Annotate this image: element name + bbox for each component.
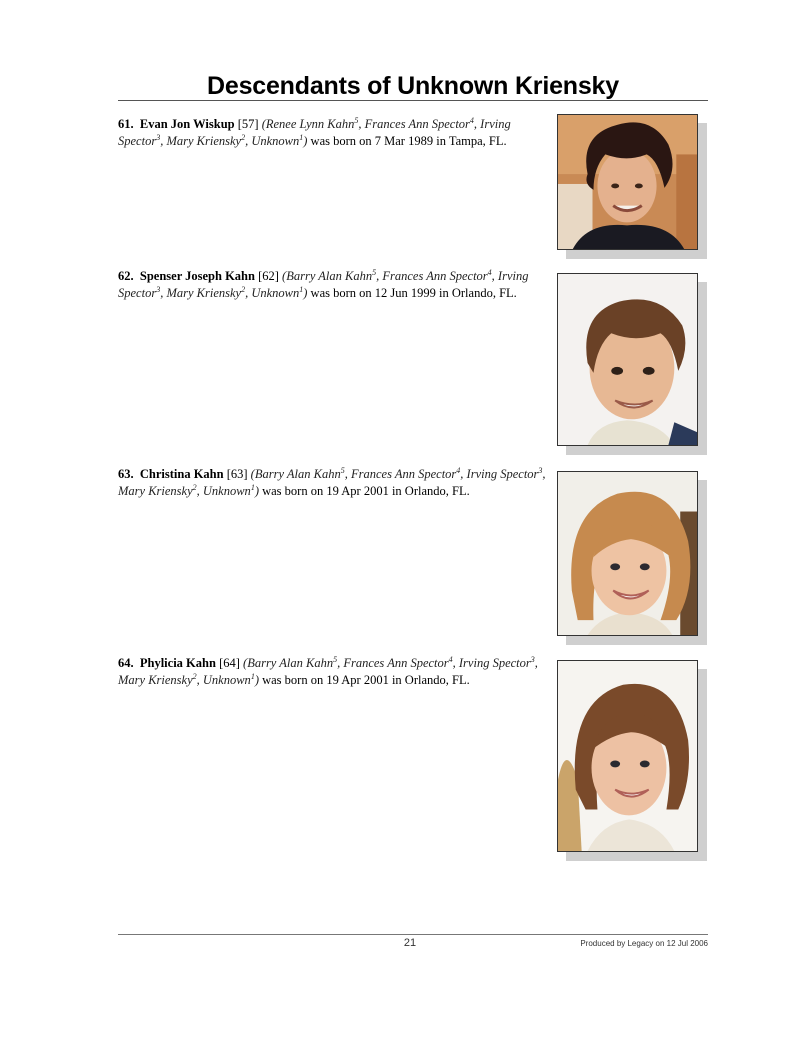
person-ref: [62]: [258, 269, 279, 283]
person-ref: [63]: [226, 467, 248, 481]
photo-spenser: [557, 273, 698, 446]
lineage: (Barry Alan Kahn$^5$, Frances Ann Spector$^4$, Irving Spector$^3$, Mary Kriensky$^2$, Unknown$^1$): [118, 654, 538, 687]
birth-info: was born on 12 Jun 1999 in Orlando, FL.: [310, 285, 517, 300]
entry-number: 63.: [118, 467, 134, 481]
entry-number: 62.: [118, 269, 134, 283]
birth-info: was born on 19 Apr 2001 in Orlando, FL.: [262, 672, 470, 687]
person-name: Evan Jon Wiskup: [139, 117, 235, 131]
photo-phylicia: [557, 660, 698, 852]
person-ref: [57]: [237, 117, 259, 131]
birth-info: was born on 7 Mar 1989 in Tampa, FL.: [310, 133, 507, 148]
birth-info: was born on 19 Apr 2001 in Orlando, FL.: [262, 483, 470, 498]
portrait-image: [557, 114, 698, 250]
portrait-image: [557, 273, 698, 446]
lineage: (Barry Alan Kahn$^5$, Frances Ann Spector$^4$, Irving Spector$^3$, Mary Kriensky$^2$, Unknown$^1$): [118, 465, 546, 498]
page-number: 21: [403, 937, 417, 949]
footer-divider: [118, 934, 708, 935]
entry-61: [118, 116, 548, 149]
title-divider: [118, 100, 708, 101]
person-ref: [64]: [219, 656, 240, 670]
entry-64: [118, 655, 548, 688]
page-title: Descendants of Unknown Kriensky: [207, 72, 619, 100]
person-name: Spenser Joseph Kahn: [139, 269, 255, 283]
portrait-image: [557, 660, 698, 852]
entry-number: 61.: [118, 117, 134, 131]
portrait-image: [557, 471, 698, 636]
producer-note: Produced by Legacy on 12 Jul 2006: [580, 939, 708, 948]
lineage: (Barry Alan Kahn$^5$, Frances Ann Spector$^4$, Irving Spector$^3$, Mary Kriensky$^2$, Unknown$^1$): [118, 267, 529, 300]
photo-evan: [557, 114, 698, 250]
entry-number: 64.: [118, 656, 134, 670]
photo-christina: [557, 471, 698, 636]
lineage: (Renee Lynn Kahn$^5$, Frances Ann Spector$^4$, Irving Spector$^3$, Mary Kriensky$^2$, Unknown$^1$): [118, 115, 511, 148]
entry-62: [118, 268, 548, 301]
entry-63: [118, 466, 548, 499]
person-name: Christina Kahn: [139, 467, 224, 481]
person-name: Phylicia Kahn: [139, 656, 216, 670]
